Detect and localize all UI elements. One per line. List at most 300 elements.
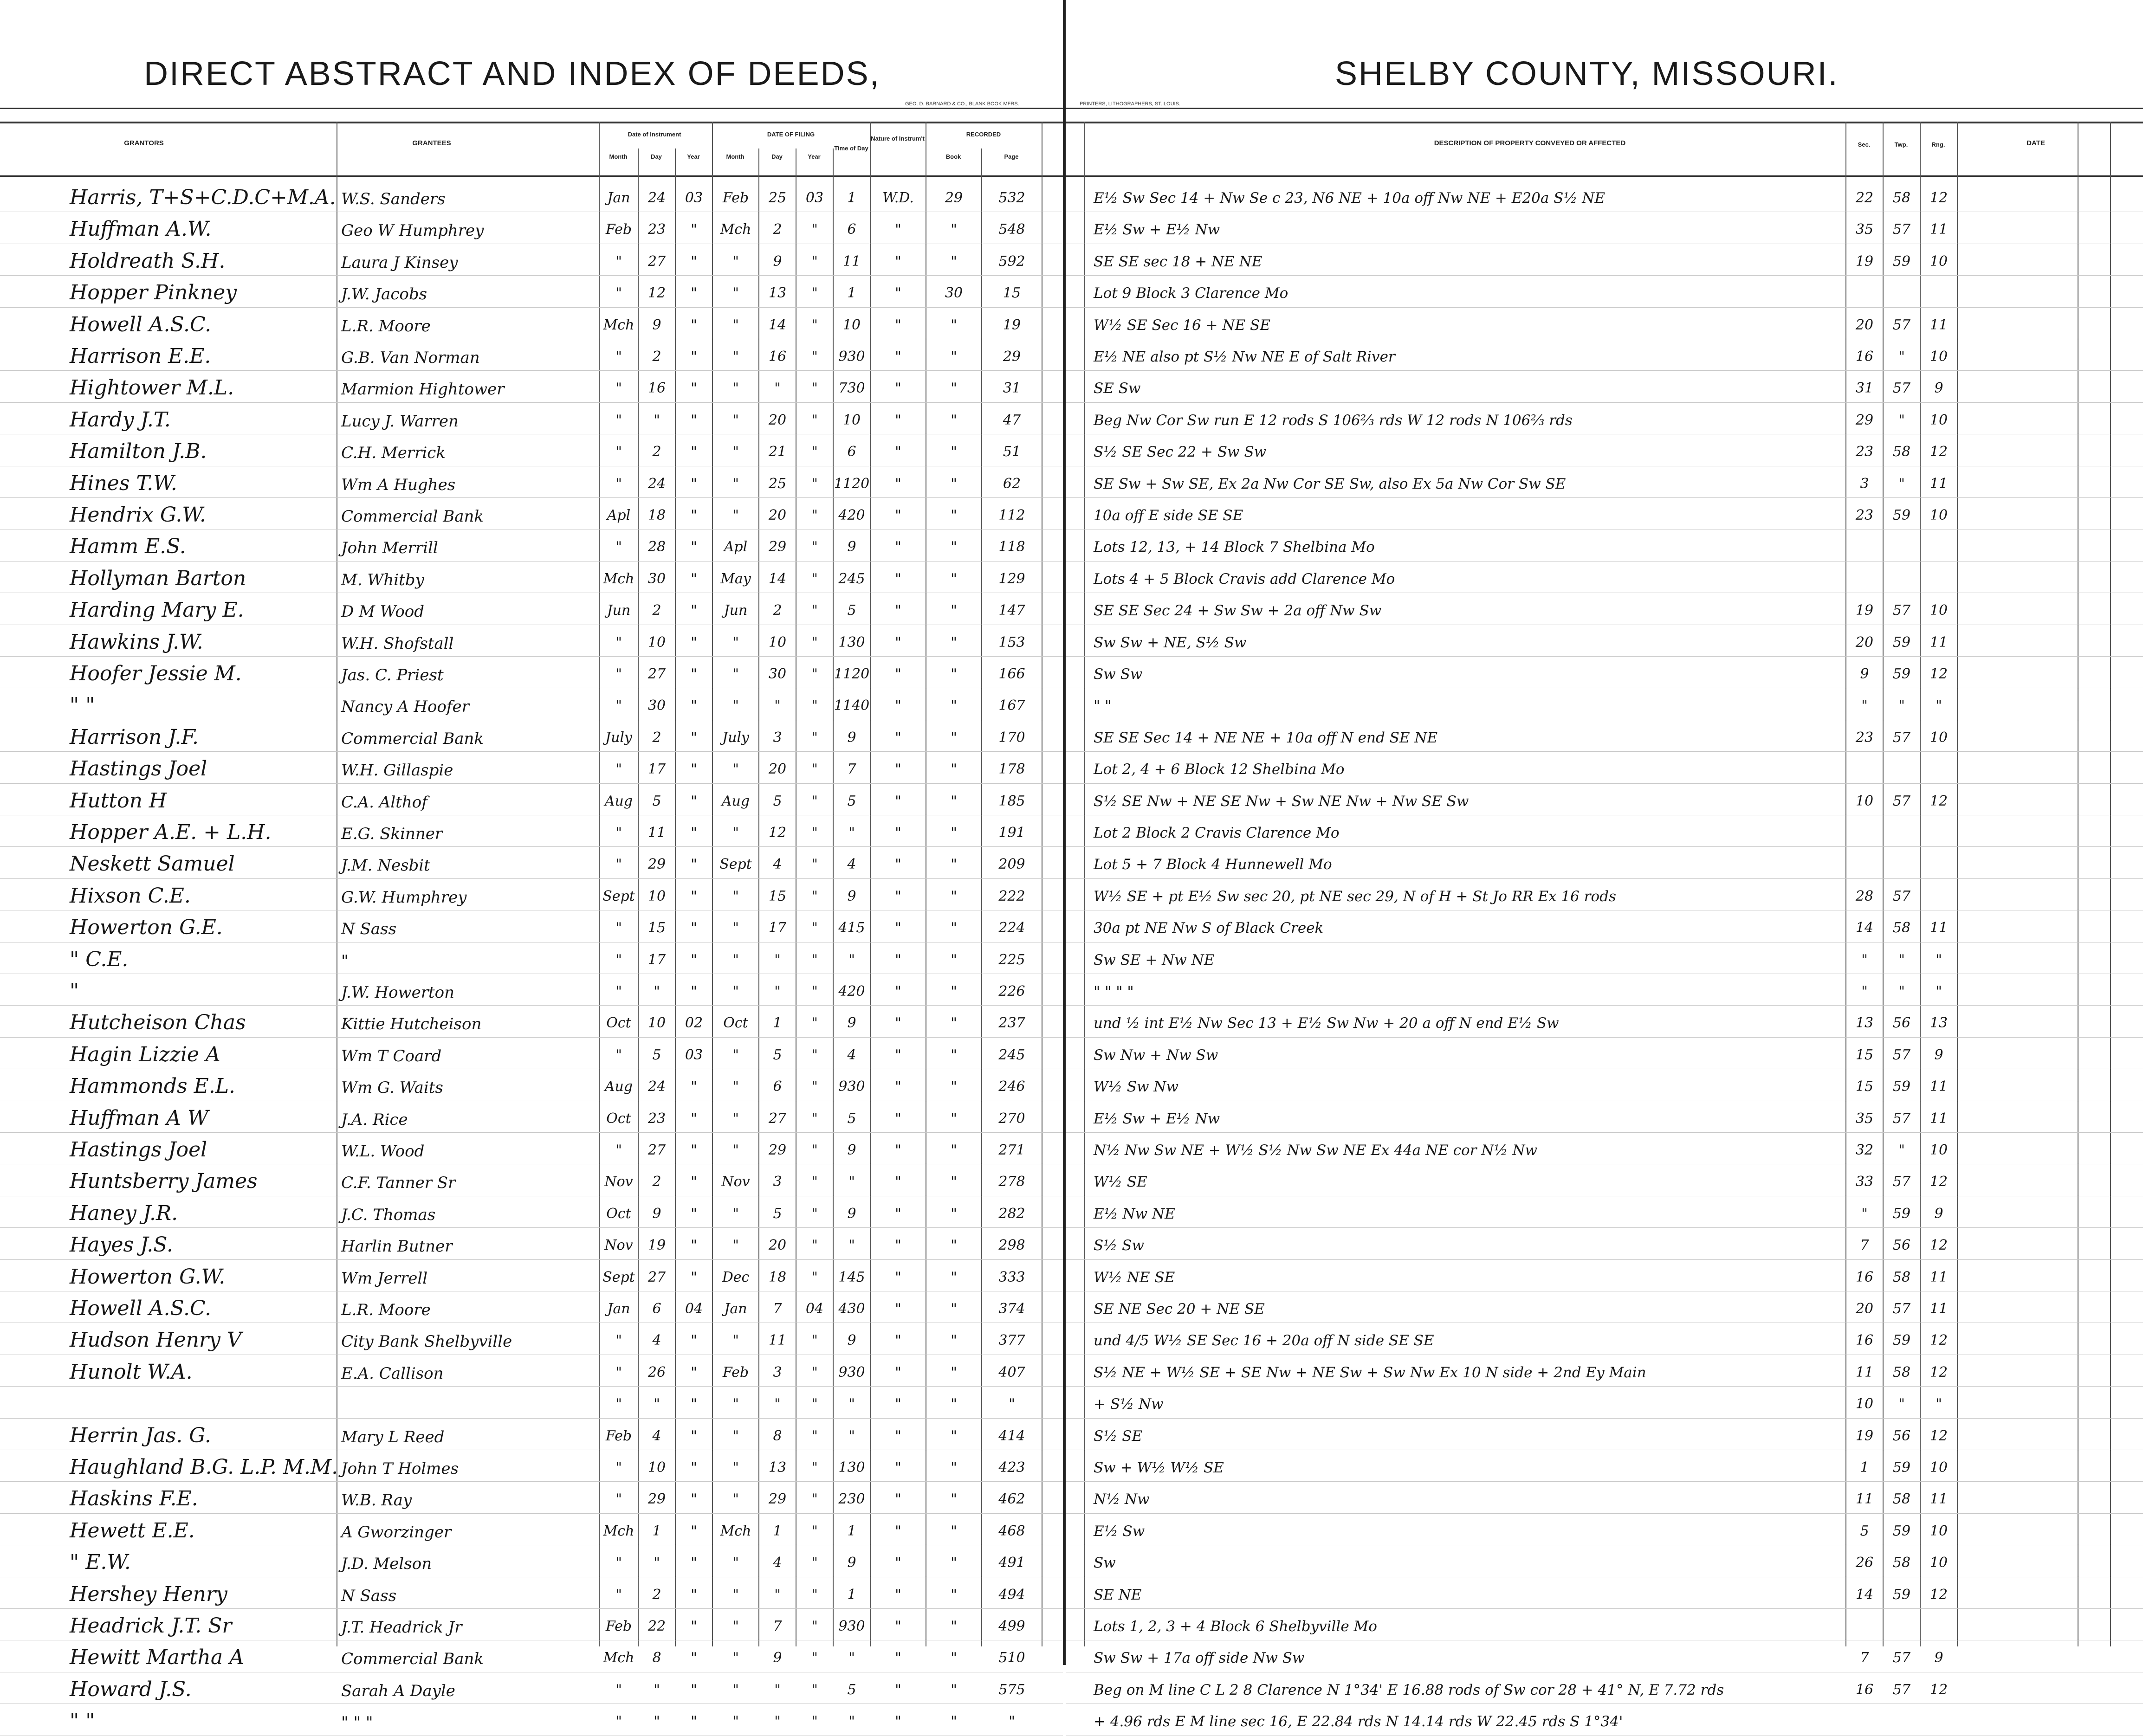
- row-rule: [0, 1037, 1063, 1038]
- filing-day-cell: 10: [768, 634, 787, 651]
- book-cell: ": [951, 1523, 957, 1539]
- sec-cell: 29: [1855, 412, 1874, 428]
- filing-year-cell: ": [811, 316, 818, 333]
- instrument-month-cell: Sept: [602, 1269, 635, 1285]
- book-cell: ": [951, 602, 957, 619]
- page-cell: 51: [1003, 444, 1021, 460]
- instrument-year-cell: ": [691, 1650, 697, 1666]
- filing-year-cell: ": [811, 1015, 818, 1032]
- instrument-year-cell: ": [691, 761, 697, 778]
- instrument-month-cell: ": [615, 1332, 622, 1349]
- twp-cell: 57: [1892, 1174, 1911, 1190]
- row-rule: [1066, 783, 2143, 784]
- grantor-cell: Hopper Pinkney: [70, 281, 237, 305]
- right-page-title: SHELBY COUNTY, MISSOURI.: [1335, 55, 1839, 92]
- instrument-month-cell: ": [615, 1586, 622, 1603]
- row-rule: [0, 846, 1063, 847]
- time-of-day-cell: 730: [838, 380, 865, 397]
- twp-cell: 57: [1892, 1650, 1911, 1666]
- nature-cell: ": [895, 1046, 901, 1063]
- twp-cell: 59: [1892, 1586, 1911, 1603]
- nature-cell: ": [895, 1650, 901, 1666]
- instrument-year-cell: ": [691, 983, 697, 1000]
- twp-cell: ": [1898, 697, 1905, 714]
- nature-cell: ": [895, 1015, 901, 1032]
- description-cell: Lot 9 Block 3 Clarence Mo: [1094, 285, 1288, 302]
- sec-cell: 15: [1855, 1078, 1874, 1095]
- grantor-cell: Hudson Henry V: [70, 1328, 242, 1352]
- instrument-year-cell: ": [691, 602, 697, 619]
- instrument-month-cell: Jan: [607, 190, 630, 206]
- book-cell: ": [951, 1237, 957, 1254]
- grantee-cell: G.B. Van Norman: [341, 348, 480, 367]
- instrument-day-cell: ": [654, 983, 660, 1000]
- instrument-day-cell: 5: [652, 1046, 661, 1063]
- grantee-cell: J.A. Rice: [341, 1110, 408, 1129]
- book-cell: ": [951, 316, 957, 333]
- page-cell: 112: [998, 507, 1025, 523]
- book-cell: ": [951, 444, 957, 460]
- page-cell: 246: [998, 1078, 1025, 1095]
- instrument-month-cell: ": [615, 1142, 622, 1158]
- instrument-year-cell: ": [691, 1237, 697, 1254]
- filing-month-cell: ": [732, 1586, 739, 1603]
- page-cell: 129: [998, 570, 1025, 587]
- row-rule: [0, 402, 1063, 403]
- filing-year-cell: ": [811, 1427, 818, 1444]
- time-of-day-cell: 1: [847, 1586, 856, 1603]
- twp-cell: 57: [1892, 316, 1911, 333]
- row-rule: [1066, 656, 2143, 657]
- sec-cell: 19: [1855, 253, 1874, 270]
- instrument-day-cell: 15: [647, 920, 666, 936]
- nature-cell: ": [895, 253, 901, 270]
- twp-cell: 59: [1892, 253, 1911, 270]
- filing-year-cell: ": [811, 1237, 818, 1254]
- row-rule: [0, 1005, 1063, 1006]
- rng-cell: 10: [1929, 1459, 1948, 1476]
- left-page-title: DIRECT ABSTRACT AND INDEX OF DEEDS,: [144, 55, 881, 92]
- instrument-day-cell: 12: [647, 285, 666, 302]
- row-rule: [1066, 1005, 2143, 1006]
- filing-month-cell: ": [732, 475, 739, 492]
- filing-month-cell: ": [732, 920, 739, 936]
- grantor-cell: Huntsberry James: [70, 1169, 258, 1194]
- nature-cell: ": [895, 1237, 901, 1254]
- sec-cell: 19: [1855, 1427, 1874, 1444]
- page-cell: 548: [998, 221, 1025, 238]
- grantor-cell: Hunolt W.A.: [70, 1360, 193, 1384]
- description-cell: SE Sw + Sw SE, Ex 2a Nw Cor SE Sw, also Ex 5a Nw Cor Sw SE: [1094, 475, 1566, 492]
- grantor-cell: Holdreath S.H.: [70, 249, 226, 273]
- rng-cell: 11: [1929, 1491, 1948, 1508]
- filing-year-cell: ": [811, 444, 818, 460]
- twp-cell: ": [1898, 348, 1905, 365]
- row-rule: [1066, 846, 2143, 847]
- page-cell: 166: [998, 666, 1025, 682]
- instrument-year-cell: ": [691, 316, 697, 333]
- filing-year-cell: ": [811, 825, 818, 841]
- instrument-day-cell: ": [654, 1396, 660, 1413]
- filing-day-cell: 9: [773, 253, 782, 270]
- instrument-day-cell: 2: [652, 348, 661, 365]
- nature-cell: ": [895, 1427, 901, 1444]
- time-of-day-cell: 930: [838, 1364, 865, 1381]
- description-cell: SE NE: [1094, 1586, 1142, 1603]
- instrument-year-cell: ": [691, 951, 697, 968]
- twp-cell: ": [1898, 475, 1905, 492]
- description-cell: SE SE Sec 14 + NE NE + 10a off N end SE NE: [1094, 729, 1438, 746]
- instrument-year-cell: ": [691, 697, 697, 714]
- instrument-year-cell: ": [691, 221, 697, 238]
- instrument-year-cell: ": [691, 1142, 697, 1158]
- grantor-cell: Harrison E.E.: [70, 344, 211, 368]
- time-of-day-cell: 10: [842, 316, 861, 333]
- twp-cell: 57: [1892, 793, 1911, 809]
- page-cell: ": [1009, 1396, 1015, 1413]
- filing-year-cell: ": [811, 1459, 818, 1476]
- grantee-cell: " " ": [341, 1713, 373, 1732]
- time-of-day-cell: 5: [847, 793, 856, 809]
- page-cell: 225: [998, 951, 1025, 968]
- nature-cell: ": [895, 412, 901, 428]
- grantor-cell: Hawkins J.W.: [70, 630, 203, 654]
- filing-month-cell: Mch: [720, 221, 751, 238]
- twp-cell: ": [1898, 412, 1905, 428]
- grantee-cell: John T Holmes: [341, 1459, 459, 1478]
- sec-cell: 11: [1855, 1364, 1874, 1381]
- description-cell: E½ Sw + E½ Nw: [1094, 1110, 1220, 1127]
- nature-cell: ": [895, 761, 901, 778]
- description-cell: W½ NE SE: [1094, 1269, 1175, 1286]
- rng-cell: 11: [1929, 1301, 1948, 1317]
- rng-cell: 12: [1929, 1364, 1948, 1381]
- filing-day-cell: 6: [773, 1078, 782, 1095]
- col-header-f-month: Month: [726, 153, 745, 160]
- filing-day-cell: 5: [773, 793, 782, 809]
- sec-cell: 11: [1855, 1491, 1874, 1508]
- time-of-day-cell: 9: [847, 1555, 856, 1571]
- filing-year-cell: ": [811, 1078, 818, 1095]
- filing-month-cell: ": [732, 444, 739, 460]
- description-cell: Sw Sw + 17a off side Nw Sw: [1094, 1650, 1305, 1667]
- book-cell: ": [951, 1205, 957, 1222]
- filing-year-cell: ": [811, 1681, 818, 1698]
- instrument-day-cell: 10: [647, 1459, 666, 1476]
- grantor-cell: Herrin Jas. G.: [70, 1423, 211, 1447]
- filing-month-cell: ": [732, 825, 739, 841]
- filing-month-cell: ": [732, 285, 739, 302]
- book-cell: ": [951, 1491, 957, 1508]
- page-cell: 414: [998, 1427, 1025, 1444]
- filing-year-cell: ": [811, 602, 818, 619]
- instrument-month-cell: ": [615, 951, 622, 968]
- page-cell: ": [1009, 1713, 1015, 1730]
- sec-cell: 9: [1860, 666, 1869, 682]
- book-cell: ": [951, 539, 957, 555]
- grantee-cell: Commercial Bank: [341, 729, 484, 748]
- description-cell: Beg on M line C L 2 8 Clarence N 1°34' E 16.88 rods of Sw cor 28 + 41° N, E 7.72 rds: [1094, 1681, 1724, 1698]
- filing-month-cell: Mch: [720, 1523, 751, 1539]
- filing-month-cell: ": [732, 666, 739, 682]
- col-header-rng: Rng.: [1931, 141, 1945, 148]
- rng-cell: 9: [1934, 380, 1943, 397]
- instrument-month-cell: ": [615, 475, 622, 492]
- row-rule: [1066, 1227, 2143, 1228]
- instrument-month-cell: Mch: [603, 1650, 634, 1666]
- sec-cell: 13: [1855, 1015, 1874, 1032]
- page-cell: 532: [998, 190, 1025, 206]
- grantee-cell: M. Whitby: [341, 570, 424, 589]
- rng-cell: 9: [1934, 1046, 1943, 1063]
- description-cell: und 4/5 W½ SE Sec 16 + 20a off N side SE SE: [1094, 1332, 1434, 1349]
- sec-cell: 5: [1860, 1523, 1869, 1539]
- description-cell: Lots 1, 2, 3 + 4 Block 6 Shelbyville Mo: [1094, 1618, 1377, 1635]
- grantee-cell: Sarah A Dayle: [341, 1681, 455, 1700]
- twp-cell: 59: [1892, 507, 1911, 523]
- instrument-day-cell: 22: [647, 1618, 666, 1634]
- description-cell: E½ Sw Sec 14 + Nw Se c 23, N6 NE + 10a off Nw NE + E20a S½ NE: [1094, 190, 1606, 207]
- time-of-day-cell: 1: [847, 285, 856, 302]
- filing-year-cell: ": [811, 1555, 818, 1571]
- page-cell: 462: [998, 1491, 1025, 1508]
- row-rule: [0, 1513, 1063, 1514]
- filing-year-cell: ": [811, 729, 818, 746]
- grantor-cell: Hewitt Martha A: [70, 1646, 244, 1670]
- description-cell: SE Sw: [1094, 380, 1141, 397]
- filing-month-cell: ": [732, 1237, 739, 1254]
- rng-cell: 11: [1929, 316, 1948, 333]
- filing-day-cell: ": [774, 1713, 781, 1730]
- twp-cell: 58: [1892, 1491, 1911, 1508]
- instrument-year-cell: 03: [685, 190, 703, 206]
- grantor-cell: Headrick J.T. Sr: [70, 1614, 232, 1638]
- time-of-day-cell: 130: [838, 634, 865, 651]
- rng-cell: ": [1936, 951, 1942, 968]
- instrument-year-cell: ": [691, 1681, 697, 1698]
- filing-month-cell: Apl: [724, 539, 748, 555]
- grantor-cell: Howerton G.W.: [70, 1265, 226, 1289]
- col-header-book: Book: [945, 153, 961, 160]
- nature-cell: ": [895, 793, 901, 809]
- filing-day-cell: 30: [768, 666, 787, 682]
- rng-cell: 12: [1929, 1332, 1948, 1349]
- instrument-month-cell: ": [615, 285, 622, 302]
- rng-cell: 10: [1929, 1523, 1948, 1539]
- nature-cell: ": [895, 1618, 901, 1634]
- filing-month-cell: ": [732, 1332, 739, 1349]
- rng-cell: 12: [1929, 1237, 1948, 1254]
- instrument-month-cell: ": [615, 1364, 622, 1381]
- twp-cell: 58: [1892, 1269, 1911, 1285]
- instrument-day-cell: 27: [647, 666, 666, 682]
- grantee-cell: Lucy J. Warren: [341, 412, 459, 431]
- instrument-year-cell: ": [691, 570, 697, 587]
- filing-year-cell: ": [811, 1618, 818, 1634]
- nature-cell: ": [895, 729, 901, 746]
- page-cell: 29: [1003, 348, 1021, 365]
- time-of-day-cell: 930: [838, 348, 865, 365]
- instrument-day-cell: 11: [647, 825, 666, 841]
- rng-cell: 9: [1934, 1650, 1943, 1666]
- instrument-year-cell: 02: [685, 1015, 703, 1032]
- sec-cell: 31: [1855, 380, 1874, 397]
- twp-cell: 57: [1892, 380, 1911, 397]
- description-cell: und ½ int E½ Nw Sec 13 + E½ Sw Nw + 20 a off N end E½ Sw: [1094, 1015, 1559, 1032]
- instrument-month-cell: Mch: [603, 570, 634, 587]
- grantee-cell: ": [341, 951, 349, 970]
- grantor-cell: Hershey Henry: [70, 1582, 227, 1606]
- filing-month-cell: Feb: [722, 190, 749, 206]
- rng-cell: 12: [1929, 190, 1948, 206]
- book-cell: ": [951, 1459, 957, 1476]
- instrument-day-cell: 24: [647, 475, 666, 492]
- filing-day-cell: 20: [768, 1237, 787, 1254]
- filing-month-cell: Aug: [721, 793, 750, 809]
- instrument-year-cell: ": [691, 1205, 697, 1222]
- filing-month-cell: Dec: [722, 1269, 750, 1285]
- grantee-cell: Geo W Humphrey: [341, 221, 484, 240]
- instrument-day-cell: 24: [647, 1078, 666, 1095]
- nature-cell: ": [895, 1301, 901, 1317]
- twp-cell: 59: [1892, 1523, 1911, 1539]
- grantee-cell: C.H. Merrick: [341, 444, 446, 463]
- filing-month-cell: ": [732, 253, 739, 270]
- description-cell: S½ SE Sec 22 + Sw Sw: [1094, 444, 1267, 461]
- instrument-year-cell: ": [691, 1078, 697, 1095]
- time-of-day-cell: 430: [838, 1301, 865, 1317]
- nature-cell: ": [895, 1586, 901, 1603]
- time-of-day-cell: 9: [847, 1142, 856, 1158]
- twp-cell: ": [1898, 1396, 1905, 1413]
- grantor-cell: " C.E.: [70, 947, 129, 971]
- twp-cell: 59: [1892, 1459, 1911, 1476]
- description-cell: Lots 4 + 5 Block Cravis add Clarence Mo: [1094, 570, 1395, 587]
- grantor-cell: Neskett Samuel: [70, 852, 235, 876]
- book-cell: ": [951, 380, 957, 397]
- book-cell: ": [951, 634, 957, 651]
- filing-day-cell: 25: [768, 475, 787, 492]
- filing-year-cell: 04: [805, 1301, 824, 1317]
- instrument-day-cell: 23: [647, 221, 666, 238]
- grantee-cell: Wm G. Waits: [341, 1078, 443, 1097]
- description-cell: SE NE Sec 20 + NE SE: [1094, 1301, 1265, 1317]
- filing-day-cell: 4: [773, 1555, 782, 1571]
- filing-month-cell: Jan: [724, 1301, 747, 1317]
- time-of-day-cell: 1: [847, 1523, 856, 1539]
- nature-cell: ": [895, 1205, 901, 1222]
- grantee-cell: C.A. Althof: [341, 793, 427, 812]
- col-header-nature: Nature of Instrum't: [871, 135, 925, 142]
- grantor-cell: Hixson C.E.: [70, 884, 191, 908]
- book-cell: ": [951, 1332, 957, 1349]
- filing-day-cell: 7: [773, 1618, 782, 1634]
- sec-cell: 20: [1855, 316, 1874, 333]
- nature-cell: ": [895, 1364, 901, 1381]
- description-cell: Sw Sw + NE, S½ Sw: [1094, 634, 1247, 651]
- page-cell: 170: [998, 729, 1025, 746]
- filing-month-cell: ": [732, 634, 739, 651]
- filing-year-cell: ": [811, 1491, 818, 1508]
- sec-cell: ": [1861, 1205, 1868, 1222]
- filing-month-cell: Nov: [721, 1174, 750, 1190]
- twp-cell: 57: [1892, 602, 1911, 619]
- instrument-month-cell: ": [615, 1555, 622, 1571]
- description-cell: " " " ": [1094, 983, 1134, 1000]
- nature-cell: ": [895, 1174, 901, 1190]
- left-printer-imprint: GEO. D. BARNARD & CO., BLANK BOOK MFRS.: [905, 101, 1019, 107]
- sec-cell: 10: [1855, 1396, 1874, 1413]
- instrument-day-cell: 30: [647, 697, 666, 714]
- instrument-year-cell: ": [691, 1427, 697, 1444]
- sec-cell: 20: [1855, 634, 1874, 651]
- rng-cell: ": [1936, 983, 1942, 1000]
- grantee-cell: J.W. Howerton: [341, 983, 455, 1002]
- filing-month-cell: ": [732, 1142, 739, 1158]
- rng-cell: 12: [1929, 1681, 1948, 1698]
- sec-cell: ": [1861, 697, 1868, 714]
- grantee-cell: L.R. Moore: [341, 1301, 431, 1319]
- grantee-cell: Marmion Hightower: [341, 380, 505, 399]
- filing-year-cell: ": [811, 1046, 818, 1063]
- title-rule: [1066, 108, 2143, 109]
- instrument-month-cell: July: [605, 729, 632, 746]
- row-rule: [0, 275, 1063, 276]
- filing-month-cell: July: [722, 729, 749, 746]
- grantee-cell: E.A. Callison: [341, 1364, 444, 1383]
- instrument-day-cell: 27: [647, 253, 666, 270]
- row-rule: [1066, 878, 2143, 879]
- rng-cell: 12: [1929, 1174, 1948, 1190]
- filing-day-cell: 16: [768, 348, 787, 365]
- instrument-year-cell: ": [691, 793, 697, 809]
- left-page: [0, 0, 1066, 1733]
- nature-cell: ": [895, 1555, 901, 1571]
- book-cell: ": [951, 1650, 957, 1666]
- twp-cell: 58: [1892, 1555, 1911, 1571]
- grantee-cell: Wm T Coard: [341, 1046, 442, 1065]
- page-cell: 298: [998, 1237, 1025, 1254]
- description-cell: N½ Nw Sw NE + W½ S½ Nw Sw NE Ex 44a NE cor N½ Nw: [1094, 1142, 1537, 1159]
- page-cell: 575: [998, 1681, 1025, 1698]
- row-rule: [1066, 1608, 2143, 1609]
- sec-cell: 23: [1855, 729, 1874, 746]
- filing-year-cell: ": [811, 761, 818, 778]
- right-printer-imprint: PRINTERS, LITHOGRAPHERS, ST. LOUIS.: [1080, 101, 1180, 107]
- grantor-cell: ": [70, 979, 79, 1003]
- col-header-date-of-instrument: Date of Instrument: [628, 131, 681, 138]
- twp-cell: 58: [1892, 920, 1911, 936]
- twp-cell: 56: [1892, 1427, 1911, 1444]
- instrument-day-cell: 18: [647, 507, 666, 523]
- instrument-day-cell: 2: [652, 1174, 661, 1190]
- instrument-day-cell: ": [654, 412, 660, 428]
- book-cell: ": [951, 1110, 957, 1127]
- filing-day-cell: 9: [773, 1650, 782, 1666]
- time-of-day-cell: 930: [838, 1078, 865, 1095]
- row-rule: [1066, 1481, 2143, 1482]
- twp-cell: 57: [1892, 1301, 1911, 1317]
- page-cell: 15: [1003, 285, 1021, 302]
- instrument-day-cell: 16: [647, 380, 666, 397]
- filing-year-cell: ": [811, 634, 818, 651]
- filing-day-cell: 29: [768, 1491, 787, 1508]
- filing-day-cell: 5: [773, 1205, 782, 1222]
- time-of-day-cell: 9: [847, 1332, 856, 1349]
- row-rule: [1066, 1259, 2143, 1260]
- time-of-day-cell: 1120: [834, 666, 870, 682]
- grantor-cell: Hastings Joel: [70, 1138, 207, 1162]
